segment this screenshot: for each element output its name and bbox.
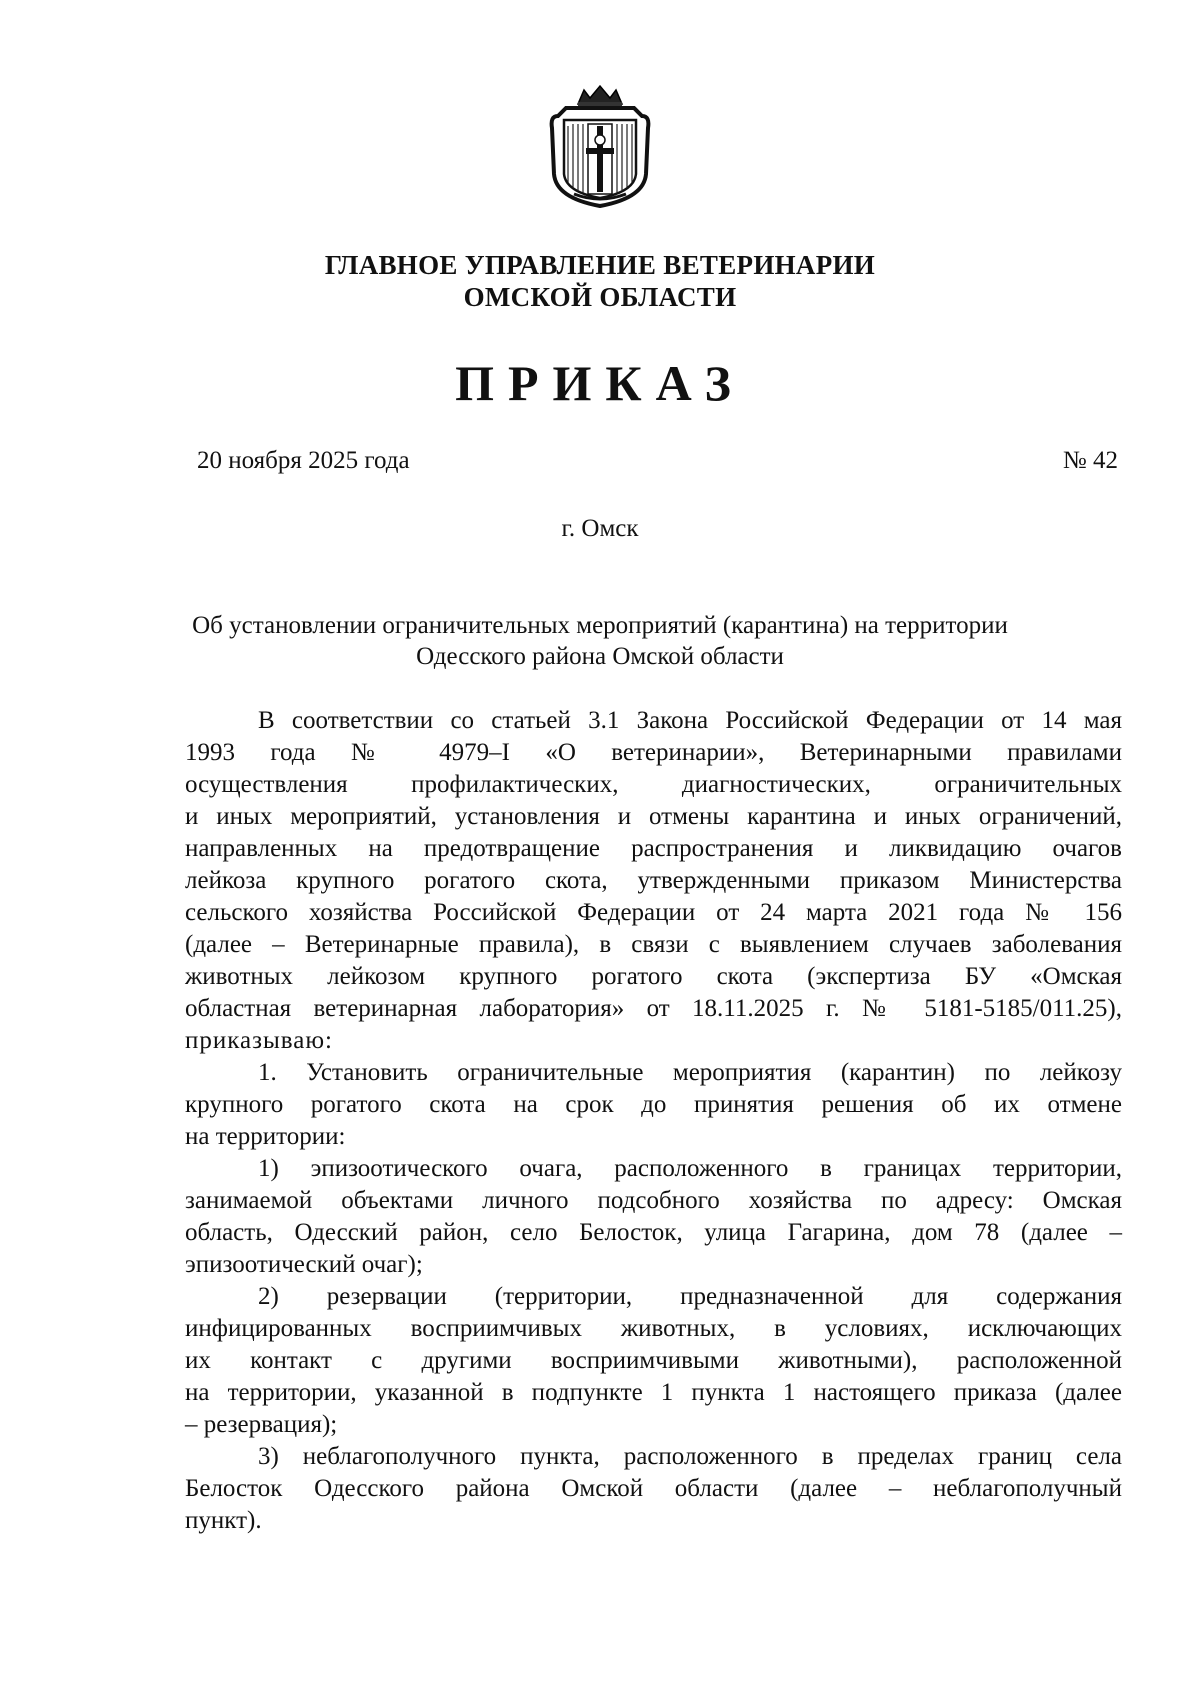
document-type-heading: ПРИКАЗ — [455, 355, 745, 411]
body-line: животных лейкозом крупного рогатого скота (экспертиза БУ «Омская — [185, 963, 1122, 990]
document-number: № 42 — [1062, 447, 1118, 474]
body-line: В соответствии со статьей 3.1 Закона Российской Федерации от 14 мая — [258, 707, 1122, 734]
body-line: лейкоза крупного рогатого скота, утвержденными приказом Министерства — [185, 867, 1122, 894]
body-line: 1. Установить ограничительные мероприятия (карантин) по лейкозу — [258, 1059, 1122, 1086]
organization-name-line2: ОМСКОЙ ОБЛАСТИ — [463, 282, 737, 312]
body-line: эпизоотический очаг); — [185, 1251, 423, 1278]
body-line: крупного рогатого скота на срок до принятия решения об их отмене — [185, 1091, 1122, 1118]
body-line: осуществления профилактических, диагностических, ограничительных — [185, 771, 1122, 798]
body-line: Белосток Одесского района Омской области (далее – неблагополучный — [185, 1475, 1122, 1502]
body-line: на территории: — [185, 1123, 346, 1150]
document-date: 20 ноября 2025 года — [197, 447, 410, 474]
organization-name-line1: ГЛАВНОЕ УПРАВЛЕНИЕ ВЕТЕРИНАРИИ — [324, 250, 876, 280]
body-line: и иных мероприятий, установления и отмены карантина и иных ограничений, — [185, 803, 1122, 830]
body-line: на территории, указанной в подпункте 1 пункта 1 настоящего приказа (далее — [185, 1379, 1122, 1406]
document-title-line2: Одесского района Омской области — [416, 643, 784, 670]
body-line: 1) эпизоотического очага, расположенного в границах территории, — [258, 1155, 1122, 1182]
coat-of-arms-emblem — [544, 82, 656, 210]
body-line: пункт). — [185, 1507, 262, 1534]
body-line: инфицированных восприимчивых животных, в условиях, исключающих — [185, 1315, 1122, 1342]
document-city: г. Омск — [561, 515, 639, 542]
body-line: направленных на предотвращение распространения и ликвидацию очагов — [185, 835, 1122, 862]
body-line: 3) неблагополучного пункта, расположенного в пределах границ села — [258, 1443, 1122, 1470]
body-line: – резервация); — [185, 1411, 338, 1438]
body-line: 1993 года № 4979–I «О ветеринарии», Ветеринарными правилами — [185, 739, 1122, 766]
body-line: (далее – Ветеринарные правила), в связи с выявлением случаев заболевания — [185, 931, 1122, 958]
document-title-line1: Об установлении ограничительных мероприятий (карантина) на территории — [192, 612, 1008, 639]
body-line: областная ветеринарная лаборатория» от 18.11.2025 г. № 5181-5185/011.25), — [185, 995, 1122, 1022]
body-line: сельского хозяйства Российской Федерации от 24 марта 2021 года № 156 — [185, 899, 1122, 926]
body-line: 2) резервации (территории, предназначенной для содержания — [258, 1283, 1122, 1310]
body-line: их контакт с другими восприимчивыми животными), расположенной — [185, 1347, 1122, 1374]
body-line: приказываю: — [185, 1027, 333, 1054]
body-line: занимаемой объектами личного подсобного хозяйства по адресу: Омская — [185, 1187, 1122, 1214]
body-line: область, Одесский район, село Белосток, улица Гагарина, дом 78 (далее – — [185, 1219, 1122, 1246]
